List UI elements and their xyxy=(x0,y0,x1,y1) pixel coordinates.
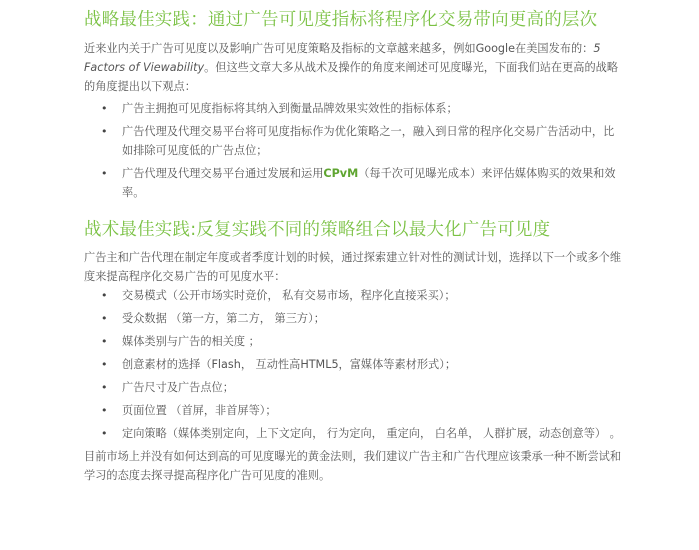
bullet-dot-icon: • xyxy=(101,312,108,325)
tactics-intro: 广告主和广告代理在制定年度或者季度计划的时候，通过探索建立针对性的测试计划，选择以下一个或多个维度来提高程序化交易广告的可见度水平： xyxy=(84,251,622,283)
bullet-dot-icon: • xyxy=(101,167,108,180)
bullet-dot-icon: • xyxy=(101,335,108,348)
strategy-intro-text-2: 。但这些文章大多从战术及操作的角度来阐述可见度曝光，下面我们站在更高的战略的角度提出以下观点： xyxy=(84,61,619,93)
strategy-bullet-text: （每千次可见曝光成本）来评估媒体购买的效果和效率。 xyxy=(122,167,616,199)
tactics-bullet-text: 定向策略（媒体类别定向，上下文定向， 行为定向， 重定向， 白名单， 人群扩展，动态创意等） 。 xyxy=(122,427,621,440)
tactics-bullet-text: 媒体类别与广告的相关度 ； xyxy=(122,335,260,348)
strategy-heading: 战略最佳实践：通过广告可见度指标将程序化交易带向更高的层次 xyxy=(84,10,598,30)
article xyxy=(84,8,624,485)
bullet-dot-icon: • xyxy=(101,125,108,138)
bullet-dot-icon: • xyxy=(101,381,108,394)
strategy-bullet-item xyxy=(84,122,624,160)
tactics-bullet-list xyxy=(84,286,624,443)
tactics-bullet-item xyxy=(84,424,624,443)
bullet-dot-icon: • xyxy=(101,358,108,371)
strategy-intro-text-1: 近来业内关于广告可见度以及影响广告可见度策略及指标的文章越来越多，例如Google在美国发布的： xyxy=(84,42,594,55)
strategy-intro-article-title: 5 Factors of Viewability xyxy=(84,42,601,74)
strategy-bullet-list xyxy=(84,99,624,202)
strategy-bullet-text: 广告代理及代理交易平台通过发展和运用 xyxy=(122,167,324,180)
strategy-intro xyxy=(84,39,624,96)
tactics-bullet-text: 受众数据 （第一方，第二方， 第三方）； xyxy=(122,312,325,325)
cpvm-highlight: CPvM xyxy=(323,167,359,180)
tactics-heading: 战术最佳实践:反复实践不同的策略组合以最大化广告可见度 xyxy=(84,220,551,240)
tactics-bullet-item xyxy=(84,378,624,397)
strategy-bullet-text: 广告主拥抱可见度指标将其纳入到衡量品牌效果实效性的指标体系； xyxy=(122,102,458,115)
tactics-bullet-text: 交易模式（公开市场实时竞价， 私有交易市场，程序化直接采买）； xyxy=(122,289,456,302)
tactics-bullet-text: 页面位置 （首屏，非首屏等）； xyxy=(122,404,277,417)
bullet-dot-icon: • xyxy=(101,427,108,440)
tactics-bullet-item xyxy=(84,401,624,420)
tactics-bullet-item xyxy=(84,332,624,351)
strategy-bullet-item xyxy=(84,164,624,202)
bullet-dot-icon: • xyxy=(101,289,108,302)
closing-paragraph: 目前市场上并没有如何达到高的可见度曝光的黄金法则，我们建议广告主和广告代理应该秉承一种不断尝试和学习的态度去探寻提高程序化广告可见度的准则。 xyxy=(84,450,622,482)
tactics-bullet-item xyxy=(84,355,624,374)
tactics-bullet-item xyxy=(84,309,624,328)
tactics-bullet-text: 广告尺寸及广告点位； xyxy=(122,381,234,394)
tactics-bullet-text: 创意素材的选择（Flash， 互动性高HTML5，富媒体等素材形式）； xyxy=(122,358,457,371)
tactics-bullet-item xyxy=(84,286,624,305)
bullet-dot-icon: • xyxy=(101,102,108,115)
bullet-dot-icon: • xyxy=(101,404,108,417)
strategy-bullet-text: 广告代理及代理交易平台将可见度指标作为优化策略之一，融入到日常的程序化交易广告活动中，比如排除可见度低的广告点位； xyxy=(122,125,615,157)
strategy-bullet-item xyxy=(84,99,624,118)
